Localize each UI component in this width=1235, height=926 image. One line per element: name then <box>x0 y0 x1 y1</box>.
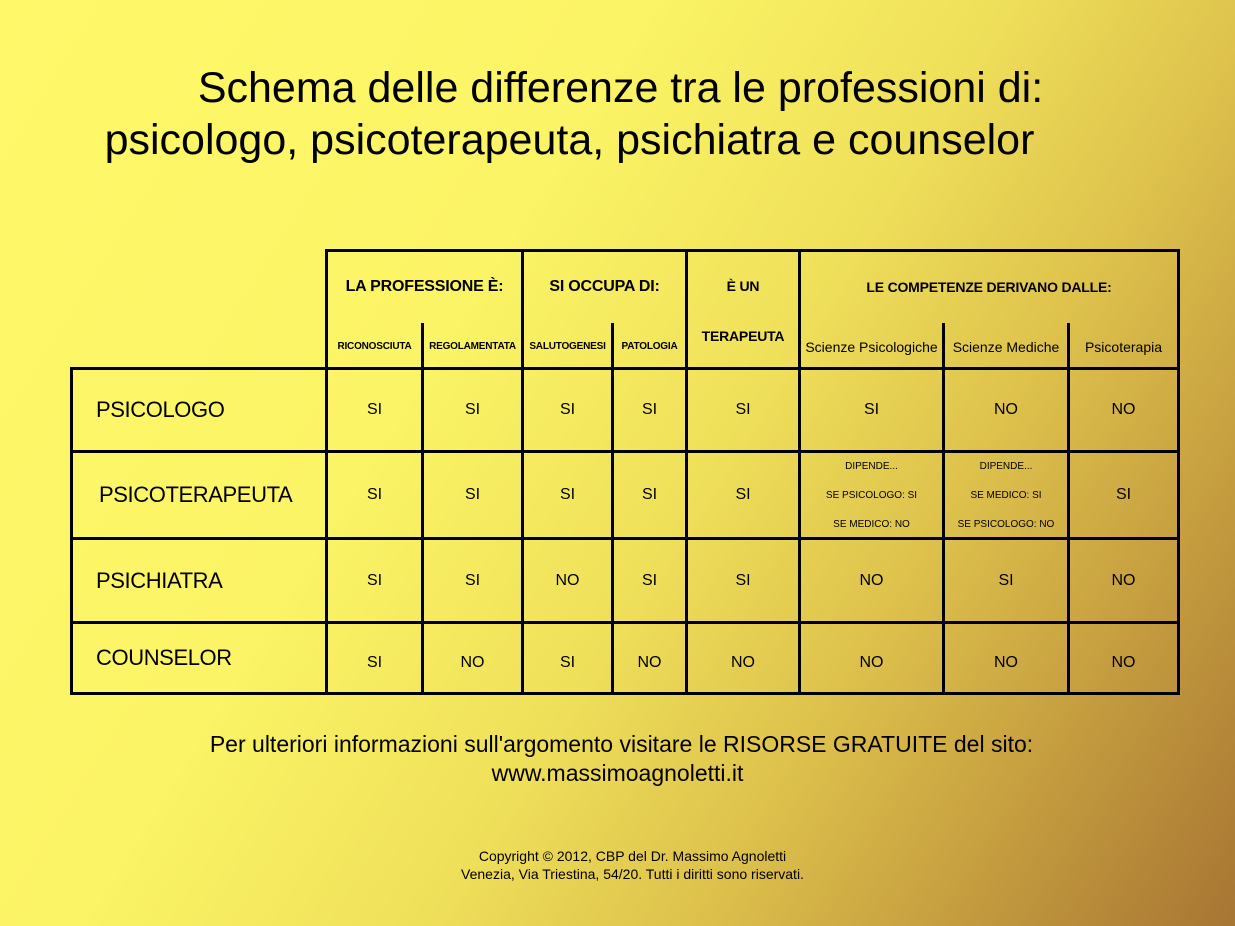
table-cell: SI <box>863 401 880 418</box>
subheader-riconosciuta: RICONOSCIUTA <box>337 340 412 352</box>
table-cell: SI <box>366 401 383 418</box>
table-cell: SI <box>464 486 481 503</box>
row-label-psicoterapeuta: PSICOTERAPEUTA <box>99 482 293 507</box>
table-cell: SI <box>735 486 751 503</box>
table-cell: NO <box>731 654 755 671</box>
subheader-patologia: PATOLOGIA <box>621 340 678 352</box>
table-cell: NO <box>859 571 884 589</box>
table-cell: NO <box>637 654 662 671</box>
cell-line: SE MEDICO: NO <box>833 518 910 530</box>
table-cell: SI <box>1115 486 1132 503</box>
table-cell: SI <box>366 654 383 671</box>
row-label-psichiatra: PSICHIATRA <box>96 567 223 593</box>
info-text <box>0 730 1235 788</box>
subheader-scienze-mediche: Scienze Mediche <box>952 339 1060 355</box>
table-cell: SI <box>735 571 751 589</box>
title-line-2: psicologo, psicoterapeuta, psichiatra e counselor <box>104 116 1035 164</box>
cell-line: DIPENDE... <box>979 460 1033 472</box>
row-label-psicologo: PSICOLOGO <box>96 397 225 422</box>
header-professione: LA PROFESSIONE È: <box>345 278 504 295</box>
table-cell: SI <box>464 571 481 589</box>
table-cell: SI <box>735 401 751 418</box>
table-cell: SI <box>641 571 658 589</box>
website-link[interactable]: www.massimoagnoletti.it <box>491 760 744 786</box>
table-cell: SI <box>559 486 576 503</box>
subheader-salutogenesi: SALUTOGENESI <box>529 340 606 352</box>
subheader-psicoterapia: Psicoterapia <box>1084 339 1163 355</box>
table-rule <box>1177 249 1180 695</box>
table-cell: SI <box>559 654 576 671</box>
table-cell-multiline <box>945 453 1067 537</box>
cell-line: SE PSICOLOGO: SI <box>825 489 918 501</box>
title-line-1: Schema delle differenze tra le professioni di: <box>197 64 1044 112</box>
table-cell: NO <box>994 654 1018 671</box>
table-cell: SI <box>366 571 383 589</box>
table-cell-multiline <box>801 453 942 537</box>
table-cell: SI <box>559 401 576 418</box>
copyright-notice <box>0 847 1235 883</box>
info-line-1: Per ulteriori informazioni sull'argomento visitare le RISORSE GRATUITE del sito: <box>209 731 1034 757</box>
table-cell: NO <box>859 654 884 671</box>
cell-line: SE MEDICO: SI <box>970 489 1042 501</box>
table-cell: SI <box>998 571 1014 589</box>
cell-line: SE PSICOLOGO: NO <box>957 518 1055 530</box>
table-cell: NO <box>460 654 485 671</box>
subheader-scienze-psicologiche: Scienze Psicologiche <box>805 339 938 355</box>
table-rule <box>325 249 1180 252</box>
row-label-counselor: COUNSELOR <box>96 645 232 670</box>
header-terapeuta-top: È UN <box>726 278 760 294</box>
header-terapeuta-bottom: TERAPEUTA <box>701 328 785 344</box>
table-cell: SI <box>641 486 658 503</box>
copyright-line-1: Copyright © 2012, CBP del Dr. Massimo Agnoletti <box>478 848 787 864</box>
copyright-line-2: Venezia, Via Triestina, 54/20. Tutti i diritti sono riservati. <box>461 866 804 882</box>
subheader-regolamentata: REGOLAMENTATA <box>429 340 516 352</box>
header-competenze: LE COMPETENZE DERIVANO DALLE: <box>866 279 1112 295</box>
table-cell: NO <box>994 401 1018 418</box>
table-cell: NO <box>555 571 580 589</box>
table-cell: SI <box>464 401 481 418</box>
cell-line: DIPENDE... <box>845 460 898 472</box>
table-cell: SI <box>366 486 383 503</box>
table-cell: SI <box>641 401 658 418</box>
table-cell: NO <box>1111 571 1136 589</box>
table-cell: NO <box>1111 654 1136 671</box>
table-cell: NO <box>1111 401 1136 418</box>
header-occupa: SI OCCUPA DI: <box>549 278 660 295</box>
